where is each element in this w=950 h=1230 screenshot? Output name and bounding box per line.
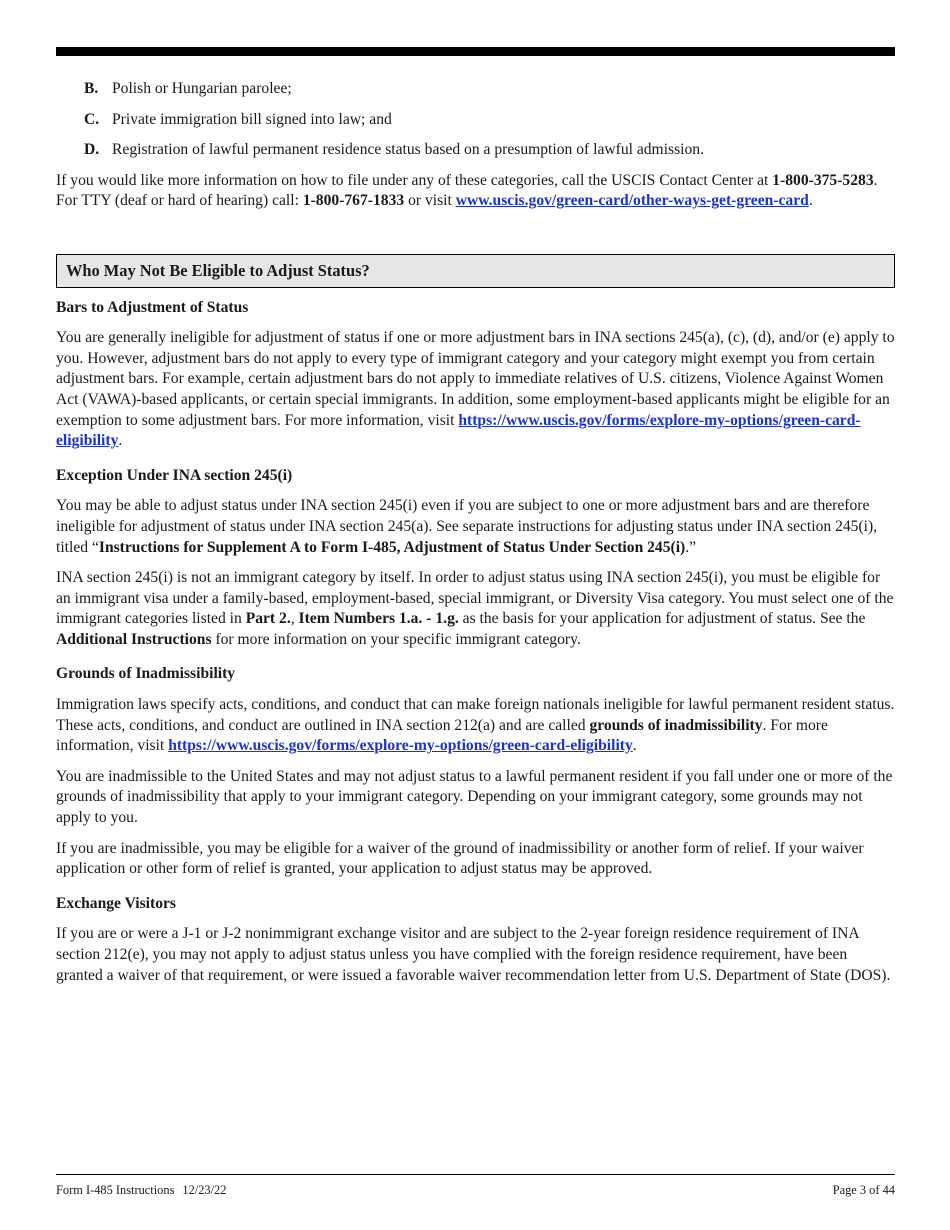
bars-text-end: .: [118, 432, 123, 450]
contact-phone: 1-800-375-5283: [772, 171, 874, 189]
grounds-text-end: .: [632, 737, 637, 755]
list-letter: D.: [84, 141, 100, 159]
contact-text: If you would like more information on how to file under any of these categories, call the USCIS Contact Center at: [56, 171, 773, 189]
other-ways-link[interactable]: www.uscis.gov/green-card/other-ways-get-green-card: [455, 192, 809, 210]
contact-text: .: [808, 192, 813, 210]
page-footer: [56, 1182, 895, 1198]
contact-paragraph: [56, 171, 895, 212]
footer-left: [56, 1182, 226, 1198]
footer-page-number: Page 3 of 44: [832, 1183, 895, 1197]
eligibility-link[interactable]: https://www.uscis.gov/forms/explore-my-options/green-card-eligibility: [168, 737, 633, 755]
list-letter: B.: [84, 80, 99, 97]
exception-heading: Exception Under INA section 245(i): [56, 466, 293, 484]
bars-paragraph: [56, 328, 895, 452]
bottom-rule: [56, 1174, 895, 1175]
exception-bold: Part 2.: [245, 610, 291, 628]
grounds-paragraph-1: [56, 695, 895, 757]
exception-bold: Instructions for Supplement A to Form I-485, Adjustment of Status Under Section 245(i): [98, 538, 686, 556]
tty-phone: 1-800-767-1833: [302, 192, 405, 210]
exception-bold: Item Numbers 1.a. - 1.g.: [298, 610, 459, 628]
exception-text: for more information on your specific immigrant category.: [211, 630, 581, 648]
exchange-paragraph: If you are or were a J-1 or J-2 nonimmigrant exchange visitor and are subject to the 2-year foreign residence requirement of INA section 212(e), you may not apply to adjust status unless you have complied with the foreign residence requirement, have been granted a waiver of that requirement, or were issued a favorable waiver recommendation letter from U.S. Department of State (DOS).: [56, 925, 891, 984]
list-item: [56, 110, 895, 131]
contact-text: . For TTY (deaf or hard of hearing) call:: [56, 171, 878, 210]
contact-text: or visit: [404, 192, 456, 210]
eligibility-link[interactable]: https://www.uscis.gov/forms/explore-my-options/green-card-eligibility: [56, 411, 861, 450]
section-header: Who May Not Be Eligible to Adjust Status?: [56, 254, 895, 288]
document-page: [56, 0, 895, 1230]
grounds-heading: Grounds of Inadmissibility: [56, 665, 236, 683]
exception-bold: Additional Instructions: [56, 630, 212, 648]
grounds-paragraph-2: You are inadmissible to the United States and may not adjust status to a lawful permanent resident if you fall under one or more of the grounds of inadmissibility that apply to your immigrant category. Depending on your immigrant category, some grounds may not apply to you.: [56, 767, 893, 827]
bars-text: You are generally ineligible for adjustment of status if one or more adjustment bars in INA sections 245(a), (c), (d), and/or (e) apply to you. However, adjustment bars do not apply to every type of immigrant category and your category might exempt you from certain adjustment bars. For example, certain adjustment bars do not apply to immediate relatives of U.S. citizens, Violence Against Women Act (VAWA)-based applicants, or certain special immigrants. In addition, some employment-based applicants might be eligible for an exemption to some adjustment bars. For more information, visit: [56, 329, 895, 429]
top-rule: [56, 47, 895, 56]
grounds-bold: grounds of inadmissibility: [589, 716, 763, 734]
grounds-text: . For more information, visit: [56, 716, 828, 755]
exception-paragraph-1: [56, 496, 895, 558]
exception-paragraph-2: [56, 568, 895, 650]
list-letter: C.: [84, 110, 100, 128]
grounds-text: Immigration laws specify acts, conditions, and conduct that can make foreign nationals ineligible for lawful permanent resident status. These acts, conditions, and conduct are outlined in INA section 212(a) and are called: [56, 696, 895, 734]
page-content: [56, 79, 895, 996]
exchange-heading: Exchange Visitors: [56, 894, 176, 912]
list-text: Private immigration bill signed into law; and: [112, 110, 392, 128]
exception-text: as the basis for your application for adjustment of status. See the: [458, 610, 866, 628]
list-text: Polish or Hungarian parolee;: [112, 80, 292, 97]
exception-text: INA section 245(i) is not an immigrant category by itself. In order to adjust status using INA section 245(i), you must be eligible for an immigrant visa under a family-based, employment-based, special immigrant, or Diversity Visa category. You must select one of the immigrant categories listed in: [56, 569, 894, 628]
exception-text: ,: [290, 610, 299, 628]
list-text: Registration of lawful permanent residence status based on a presumption of lawful admission.: [112, 141, 704, 159]
list-item: [56, 140, 895, 161]
footer-date: 12/23/22: [182, 1183, 227, 1197]
grounds-paragraph-3: If you are inadmissible, you may be eligible for a waiver of the ground of inadmissibility or another form of relief. If your waiver application or other form of relief is granted, your application to adjust status may be approved.: [56, 839, 864, 878]
exception-text-end: .”: [685, 538, 697, 556]
list-item: [56, 79, 895, 100]
exception-text: You may be able to adjust status under INA section 245(i) even if you are subject to one or more adjustment bars and are therefore ineligible for adjustment of status under INA section 245(a). See separate instructions for adjusting status under INA section 245(i), titled “: [56, 497, 878, 556]
footer-form: Form I-485 Instructions: [56, 1183, 175, 1197]
bars-heading: Bars to Adjustment of Status: [56, 298, 249, 316]
